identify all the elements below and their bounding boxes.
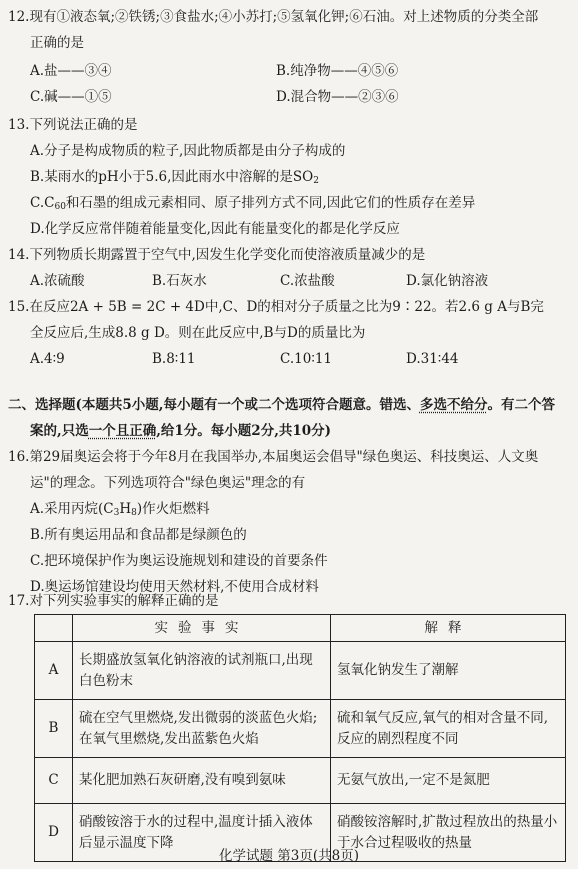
q15-option-c: C.10∶11 (280, 351, 333, 367)
row-fact: 硫在空气里燃烧,发出微弱的淡蓝色火焰;在氧气里燃烧,发出蓝紫色火焰 (73, 700, 331, 758)
q12-stem-cont: 正确的是 (30, 35, 84, 51)
q13-option-b: B.某雨水的pH小于5.6,因此雨水中溶解的是$SO_2$ (30, 169, 319, 186)
q12-stem: 12.现有①液态氧;②铁锈;③食盐水;④小苏打;⑤氢氧化钾;⑥石油。对上述物质的分类全部 (8, 9, 539, 25)
q16-option-d: D.奥运场馆建设均使用天然材料,不使用合成材料 (30, 579, 319, 595)
q13-option-d: D.化学反应常伴随着能量变化,因此有能量变化的都是化学反应 (30, 221, 400, 237)
q15-option-d: D.31∶44 (406, 351, 459, 367)
q14-option-d: D.氯化钠溶液 (406, 273, 489, 289)
q12-option-a: A.盐——③④ (30, 63, 112, 79)
q15-stem-cont: 全反应后,生成8.8 g D。则在此反应中,B与D的质量比为 (30, 325, 366, 341)
row-fact: 硝酸铵溶于水的过程中,温度计插入液体后显示温度下降 (73, 804, 331, 862)
table-row (35, 700, 566, 758)
table-row (35, 758, 566, 804)
q16-option-c: C.把环境保护作为奥运设施规划和建设的首要条件 (30, 553, 328, 569)
q16-option-b: B.所有奥运用品和食品都是绿颜色的 (30, 527, 247, 543)
q15-option-a: A.4∶9 (30, 351, 65, 367)
header-blank (35, 615, 73, 642)
section-heading-cont: 案的,只选一个且正确,给1分。每小题2分,共10分) (30, 423, 332, 439)
q12-option-c: C.碱——①⑤ (30, 89, 112, 105)
header-explain: 解释 (331, 615, 566, 642)
row-explain: 无氨气放出,一定不是氮肥 (331, 758, 566, 804)
row-explain: 氢氧化钠发生了潮解 (331, 642, 566, 700)
q12-option-b: B.纯净物——④⑤⑥ (276, 63, 399, 79)
row-explain: 硫和氧气反应,氧气的相对含量不同,反应的剧烈程度不同 (331, 700, 566, 758)
table-header-row (35, 615, 566, 642)
q14-option-c: C.浓盐酸 (280, 273, 335, 289)
q13-stem: 13.下列说法正确的是 (8, 117, 138, 133)
q13-option-a: A.分子是构成物质的粒子,因此物质都是由分子构成的 (30, 143, 346, 159)
row-explain: 硝酸铵溶解时,扩散过程放出的热量小于水合过程吸收的热量 (331, 804, 566, 862)
row-label: B (35, 700, 73, 758)
row-fact: 某化肥加熟石灰研磨,没有嗅到氨味 (73, 758, 331, 804)
table-row (35, 642, 566, 700)
row-label: D (35, 804, 73, 862)
header-fact: 实验事实 (73, 615, 331, 642)
row-label: A (35, 642, 73, 700)
q14-option-b: B.石灰水 (152, 273, 207, 289)
experiment-table (34, 614, 566, 862)
q12-option-d: D.混合物——②③⑥ (276, 89, 399, 105)
q13-option-c: $C.C_{60}$和石墨的组成元素相同、原子排列方式不同,因此它们的性质存在差异 (30, 195, 476, 212)
q16-stem-cont: 运"的理念。下列选项符合"绿色奥运"理念的有 (30, 475, 306, 491)
page-footer: 化学试题 第3页(共8页) (218, 848, 359, 864)
row-fact: 长期盛放氢氧化钠溶液的试剂瓶口,出现白色粉末 (73, 642, 331, 700)
q16-option-a: A.采用丙烷$(C_3H_8)$作火炬燃料 (30, 501, 210, 518)
q15-option-b: B.8∶11 (152, 351, 196, 367)
q17-stem: 17.对下列实验事实的解释正确的是 (8, 593, 219, 609)
q14-option-a: A.浓硫酸 (30, 273, 85, 289)
q16-stem: 16.第29届奥运会将于今年8月在我国举办,本届奥运会倡导"绿色奥运、科技奥运、人文奥 (8, 449, 539, 465)
section-heading: 二、选择题(本题共5小题,每小题有一个或二个选项符合题意。错选、多选不给分。有二个答 (8, 397, 555, 413)
q14-stem: 14.下列物质长期露置于空气中,因发生化学变化而使溶液质量减少的是 (8, 247, 426, 263)
q15-stem: 15.在反应2A + 5B = 2C + 4D中,C、D的相对分子质量之比为9∶22。若2.6 g A与B完 (8, 299, 544, 315)
row-label: C (35, 758, 73, 804)
